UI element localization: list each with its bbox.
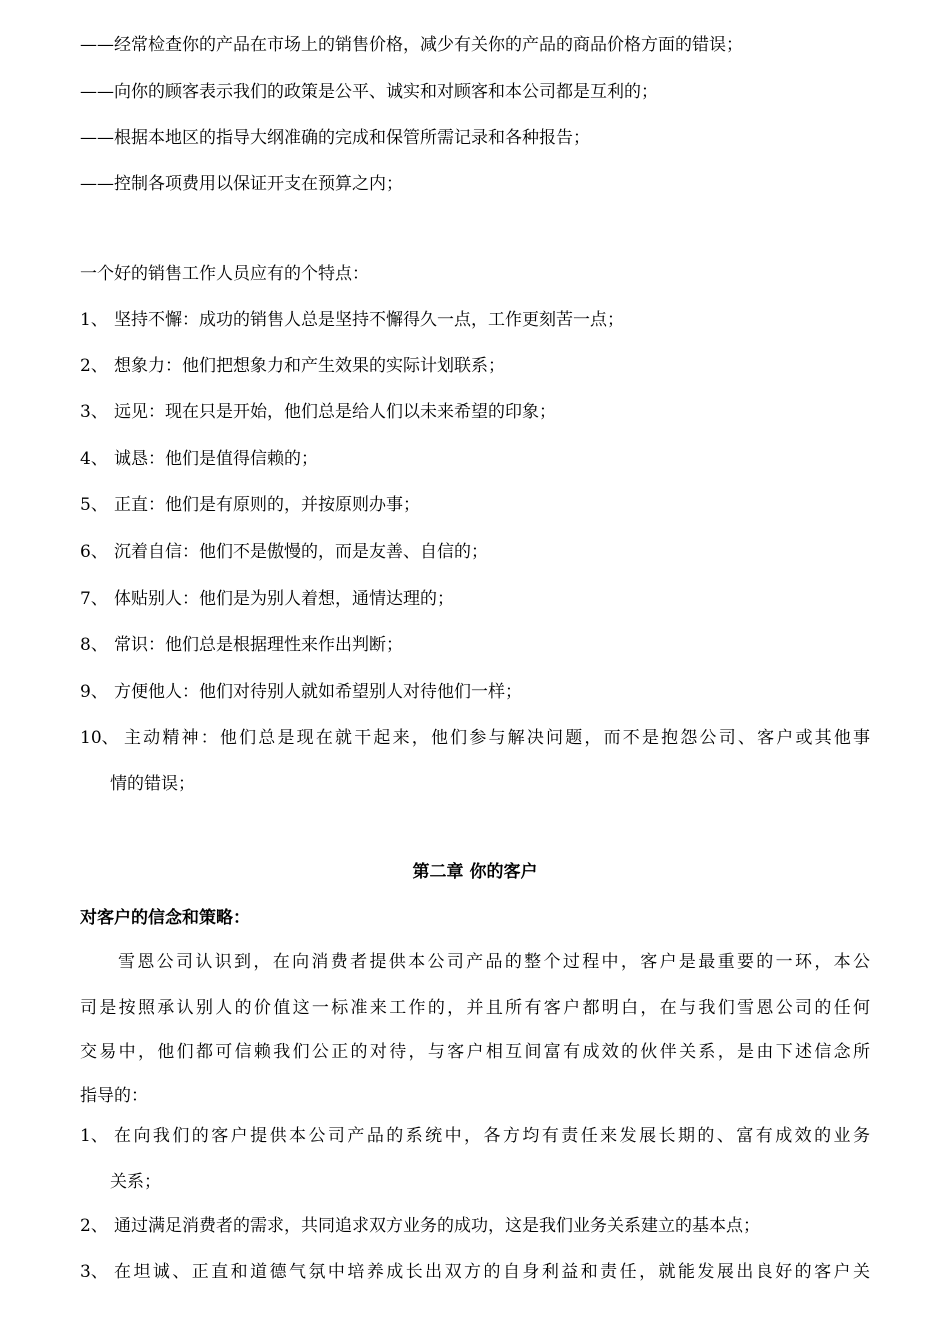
paragraph-line: 雪恩公司认识到，在向消费者提供本公司产品的整个过程中，客户是最重要的一环，本公 xyxy=(118,952,870,972)
trait-number: 1、 xyxy=(80,310,108,330)
trait-number: 5、 xyxy=(80,495,108,515)
trait-text: 坚持不懈：成功的销售人总是坚持不懈得久一点，工作更刻苦一点； xyxy=(114,310,624,330)
trait-item xyxy=(80,587,880,611)
trait-text: 方便他人：他们对待别人就如希望别人对待他们一样； xyxy=(114,682,522,702)
trait-item xyxy=(80,633,880,657)
paragraph-line: 司是按照承认别人的价值这一标准来工作的，并且所有客户都明白，在与我们雪恩公司的任何 xyxy=(80,998,870,1018)
dash-item: ——向你的顾客表示我们的政策是公平、诚实和对顾客和本公司都是互利的； xyxy=(80,82,658,102)
trait-number: 2、 xyxy=(80,356,108,376)
trait-number: 9、 xyxy=(80,682,108,702)
belief-number: 3、 xyxy=(80,1262,108,1282)
trait-item xyxy=(80,726,870,750)
trait-item xyxy=(80,447,880,471)
dash-item: ——控制各项费用以保证开支在预算之内； xyxy=(80,174,403,194)
belief-number: 1、 xyxy=(80,1126,108,1146)
belief-number: 2、 xyxy=(80,1216,108,1236)
trait-item xyxy=(80,400,880,424)
belief-item xyxy=(80,1260,870,1284)
belief-text: 在向我们的客户提供本公司产品的系统中，各方均有责任来发展长期的、富有成效的业务 xyxy=(114,1126,870,1146)
trait-item xyxy=(80,680,880,704)
trait-number: 6、 xyxy=(80,542,108,562)
trait-text: 想象力：他们把想象力和产生效果的实际计划联系； xyxy=(114,356,505,376)
belief-item xyxy=(80,1124,870,1148)
trait-item xyxy=(80,540,880,564)
trait-number: 8、 xyxy=(80,635,108,655)
trait-number: 7、 xyxy=(80,589,108,609)
trait-text: 常识：他们总是根据理性来作出判断； xyxy=(114,635,403,655)
trait-item xyxy=(80,354,880,378)
belief-text: 通过满足消费者的需求，共同追求双方业务的成功，这是我们业务关系建立的基本点； xyxy=(114,1216,760,1236)
trait-text: 体贴别人：他们是为别人着想，通情达理的； xyxy=(114,589,454,609)
belief-text: 在坦诚、正直和道德气氛中培养成长出双方的自身利益和责任，就能发展出良好的客户关 xyxy=(114,1262,870,1282)
chapter-title: 第二章 你的客户 xyxy=(412,862,538,882)
paragraph-line: 指导的： xyxy=(80,1086,148,1106)
trait-number: 10、 xyxy=(80,728,119,748)
trait-number: 4、 xyxy=(80,449,108,469)
belief-text-continued: 关系； xyxy=(110,1172,161,1192)
trait-text: 诚恳：他们是值得信赖的； xyxy=(114,449,318,469)
trait-text: 主动精神：他们总是现在就干起来，他们参与解决问题，而不是抱怨公司、客户或其他事 xyxy=(124,728,870,748)
trait-text: 远见：现在只是开始，他们总是给人们以未来希望的印象； xyxy=(114,402,556,422)
trait-item xyxy=(80,493,880,517)
traits-intro: 一个好的销售工作人员应有的个特点： xyxy=(80,264,369,284)
section-title: 对客户的信念和策略： xyxy=(80,908,250,928)
dash-item: ——根据本地区的指导大纲准确的完成和保管所需记录和各种报告； xyxy=(80,128,590,148)
trait-text: 沉着自信：他们不是傲慢的，而是友善、自信的； xyxy=(114,542,488,562)
paragraph-line: 交易中，他们都可信赖我们公正的对待，与客户相互间富有成效的伙伴关系，是由下述信念所 xyxy=(80,1042,870,1062)
trait-text: 正直：他们是有原则的，并按原则办事； xyxy=(114,495,420,515)
trait-number: 3、 xyxy=(80,402,108,422)
dash-item: ——经常检查你的产品在市场上的销售价格，减少有关你的产品的商品价格方面的错误； xyxy=(80,35,743,55)
trait-text-continued: 情的错误； xyxy=(110,774,195,794)
belief-item xyxy=(80,1214,880,1238)
trait-item xyxy=(80,308,880,332)
